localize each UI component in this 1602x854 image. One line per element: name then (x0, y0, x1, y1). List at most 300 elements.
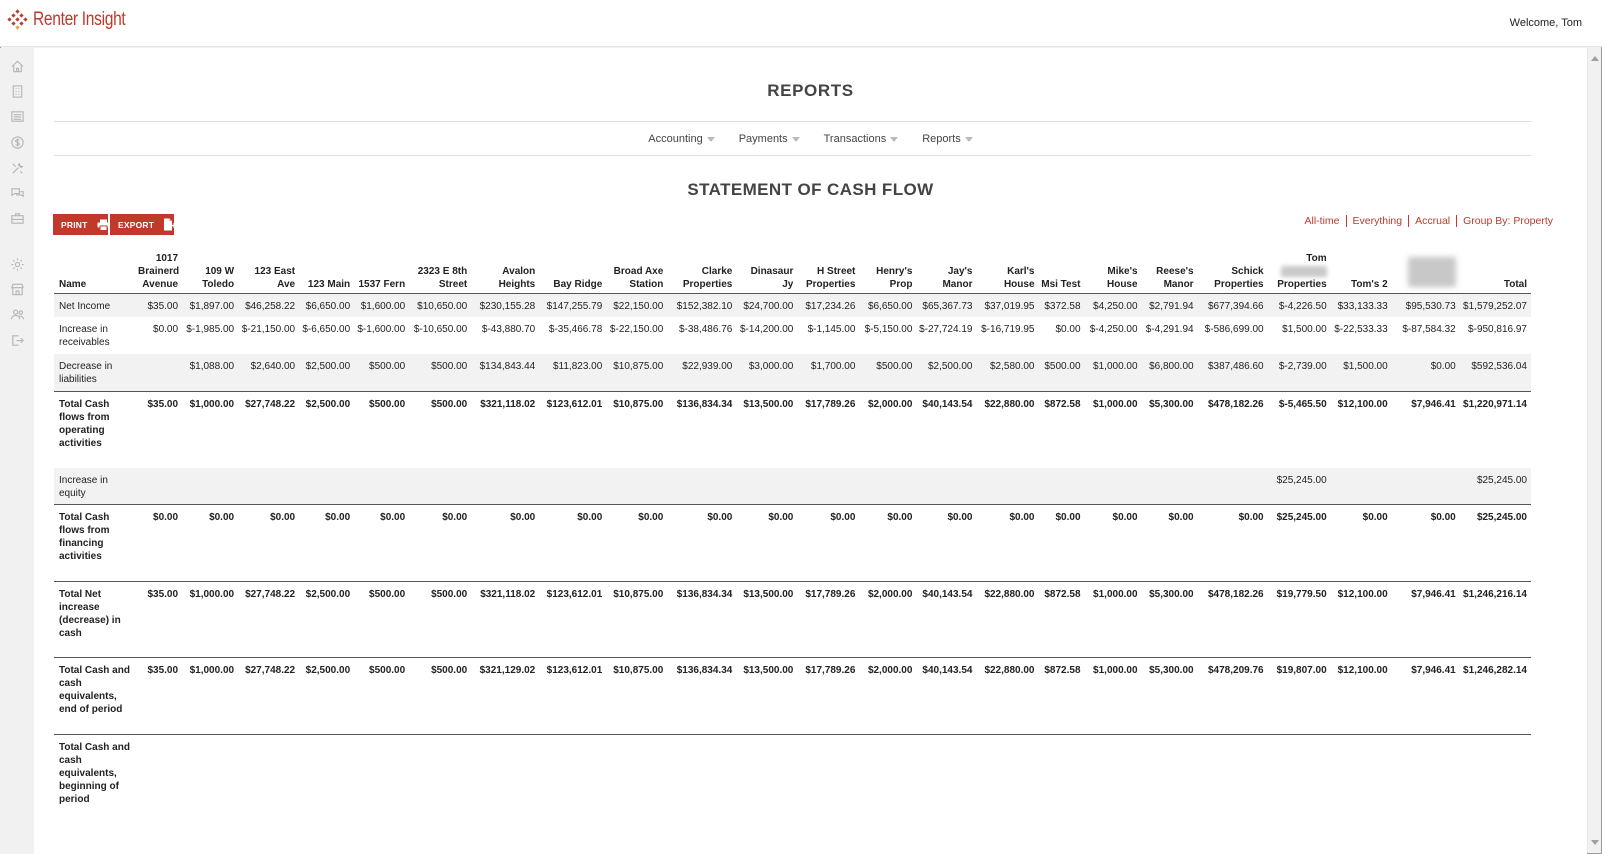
table-cell (667, 468, 736, 505)
table-cell: $-16,719.95 (981, 324, 1035, 335)
column-header: Schick Properties (1214, 266, 1264, 290)
table-cell (1085, 735, 1142, 811)
table-cell: $27,748.22 (245, 589, 296, 600)
table-cell (1331, 468, 1392, 505)
column-header: Jay's Manor (942, 266, 973, 290)
table-cell: $0.00 (380, 512, 406, 523)
table-cell: $0.00 (1055, 512, 1081, 523)
table-cell: $0.00 (270, 512, 296, 523)
table-cell: $872.58 (1044, 665, 1081, 676)
table-row (54, 354, 1531, 391)
home-icon[interactable] (9, 58, 25, 74)
report-filters (1298, 215, 1559, 227)
table-cell: $-2,739.00 (1278, 361, 1327, 372)
table-cell (1039, 735, 1085, 811)
table-cell (1392, 735, 1460, 811)
divider (54, 155, 1531, 156)
list-icon[interactable] (9, 108, 25, 124)
table-cell: $123,612.01 (546, 589, 603, 600)
table-cell: $1,246,216.14 (1463, 589, 1527, 600)
table-cell (916, 735, 976, 811)
nav-payments-label: Payments (738, 133, 788, 145)
table-cell: $-22,533.33 (1334, 324, 1388, 335)
table-cell: $3,000.00 (748, 361, 794, 372)
table-cell: $0.00 (1362, 512, 1388, 523)
table-cell (136, 468, 182, 505)
table-cell: $-950,816.97 (1468, 324, 1527, 335)
table-cell: $25,245.00 (1276, 512, 1327, 523)
table-cell: $40,143.54 (922, 589, 973, 600)
row-label: Total Net increase (decrease) in cash (59, 589, 121, 639)
table-row (54, 317, 1531, 354)
table-cell: $152,382.10 (676, 301, 733, 312)
table-cell: $12,100.00 (1337, 398, 1388, 410)
table-cell: $7,946.41 (1411, 665, 1456, 676)
table-cell: $12,100.00 (1337, 665, 1388, 676)
table-cell: $0.00 (325, 512, 351, 523)
column-header: Henry's Prop (876, 266, 913, 290)
logo-text: Renter Insight (33, 9, 126, 30)
settings-icon[interactable] (9, 256, 25, 272)
table-cell (1198, 468, 1268, 505)
table-cell: $500.00 (431, 589, 468, 600)
table-cell: $500.00 (431, 665, 468, 676)
column-header: Total (1503, 279, 1527, 290)
table-cell (238, 735, 299, 811)
table-cell (976, 468, 1038, 505)
table-cell: $500.00 (1044, 361, 1081, 372)
table-row (54, 391, 1531, 468)
chevron-down-icon (965, 137, 973, 142)
table-cell: $46,258.22 (245, 301, 296, 312)
table-cell (182, 735, 238, 811)
table-cell (736, 735, 797, 811)
column-header: Clarke Properties (682, 266, 733, 290)
table-cell: $500.00 (431, 398, 468, 410)
table-cell (916, 468, 976, 505)
table-cell: $10,650.00 (417, 301, 468, 312)
column-header: Karl's House (1003, 266, 1035, 290)
table-cell: $1,000.00 (189, 589, 235, 600)
table-cell: $1,220,971.14 (1463, 398, 1527, 410)
table-cell: $13,500.00 (743, 398, 794, 410)
column-header: Name (59, 279, 87, 290)
table-cell: $0.00 (1430, 361, 1456, 372)
table-cell: $17,789.26 (805, 589, 856, 600)
filter-basis[interactable]: Accrual (1408, 215, 1456, 227)
table-cell: $2,500.00 (927, 361, 973, 372)
table-cell: $1,897.00 (189, 301, 235, 312)
table-cell: $230,155.28 (479, 301, 536, 312)
divider (54, 121, 1531, 122)
export-button-label: EXPORT (118, 219, 155, 230)
print-button-label: PRINT (61, 219, 88, 230)
table-cell: $19,779.50 (1276, 589, 1327, 600)
table-cell (859, 468, 916, 505)
table-cell: $136,834.34 (676, 398, 733, 410)
table-cell: $-21,150.00 (241, 324, 296, 335)
table-cell (299, 468, 354, 505)
table-cell: $22,880.00 (984, 665, 1035, 676)
table-cell: $13,500.00 (743, 589, 794, 600)
table-cell: $-38,486.76 (678, 324, 733, 335)
table-cell: $-10,650.00 (413, 324, 468, 335)
table-cell (797, 468, 859, 505)
export-button[interactable] (110, 214, 174, 235)
table-cell: $33,133.33 (1337, 301, 1388, 312)
table-cell: $2,500.00 (305, 361, 351, 372)
nav-transactions[interactable] (824, 133, 899, 145)
table-cell: $0.00 (830, 512, 856, 523)
row-label: Total Cash flows from financing activities (59, 512, 110, 562)
table-cell: $136,834.34 (676, 589, 733, 600)
table-cell (409, 468, 471, 505)
nav-payments[interactable] (739, 133, 800, 145)
table-cell: $1,000.00 (1093, 589, 1138, 600)
table-cell: $35.00 (147, 589, 179, 600)
table-cell (976, 735, 1038, 811)
table-cell: $592,536.04 (1471, 361, 1527, 372)
table-cell: $387,486.60 (1208, 361, 1264, 372)
table-cell: $22,880.00 (984, 398, 1035, 410)
table-cell: $134,843.44 (479, 361, 536, 372)
table-cell: $2,640.00 (250, 361, 296, 372)
table-cell: $2,000.00 (867, 398, 913, 410)
table-cell: $478,182.26 (1208, 398, 1264, 410)
table-cell: $40,143.54 (922, 665, 973, 676)
logo-mark-icon (7, 9, 29, 31)
table-cell: $22,880.00 (984, 589, 1035, 600)
logo[interactable] (7, 9, 146, 31)
table-cell: $123,612.01 (546, 398, 603, 410)
table-cell: $6,650.00 (305, 301, 351, 312)
table-cell: $0.00 (947, 512, 973, 523)
table-cell (539, 468, 606, 505)
table-cell (299, 735, 354, 811)
table-row (54, 505, 1531, 582)
table-cell (409, 735, 471, 811)
table-cell: $0.00 (768, 512, 794, 523)
table-cell (471, 468, 539, 505)
table-cell: $-5,465.50 (1278, 398, 1327, 410)
table-cell: $872.58 (1044, 589, 1081, 600)
row-label: Increase in equity (59, 475, 108, 499)
redacted-text (1281, 266, 1327, 277)
filter-period[interactable]: All-time (1304, 215, 1340, 227)
table-cell (1392, 468, 1460, 505)
row-label: Net Income (59, 301, 111, 312)
table-cell: $-1,985.00 (186, 324, 235, 335)
scroll-down-icon[interactable] (1591, 840, 1599, 845)
filter-group-by[interactable]: Group By: Property (1456, 215, 1559, 227)
table-cell: $-5,150.00 (864, 324, 913, 335)
table-cell (1198, 735, 1268, 811)
table-cell (1142, 735, 1198, 811)
table-cell: $27,748.22 (245, 398, 296, 410)
column-header: Bay Ridge (553, 279, 603, 290)
table-cell: $19,807.00 (1276, 665, 1327, 676)
page-title: REPORTS (767, 81, 854, 100)
table-cell: $-14,200.00 (739, 324, 794, 335)
column-header: Dinasaur Jy (750, 266, 794, 290)
table-cell: $11,823.00 (552, 361, 603, 372)
table-cell: $10,875.00 (613, 398, 664, 410)
table-cell: $0.00 (1430, 512, 1456, 523)
briefcase-icon[interactable] (9, 210, 25, 226)
table-cell: $2,791.94 (1149, 301, 1194, 312)
table-cell (136, 735, 182, 811)
table-cell: $147,255.79 (546, 301, 603, 312)
table-cell (354, 468, 409, 505)
table-cell: $500.00 (876, 361, 913, 372)
main-content (34, 48, 1587, 854)
table-cell: $4,250.00 (1093, 301, 1138, 312)
table-cell: $17,234.26 (805, 301, 856, 312)
table-cell: $2,000.00 (867, 665, 913, 676)
column-header: 109 W Toledo (202, 266, 235, 290)
print-button[interactable] (53, 214, 108, 235)
chevron-down-icon (707, 137, 715, 142)
column-header: Msi Test (1041, 279, 1081, 290)
table-cell: $-22,150.00 (609, 324, 664, 335)
table-cell: $0.00 (1009, 512, 1035, 523)
table-cell: $6,800.00 (1149, 361, 1194, 372)
users-icon[interactable] (9, 306, 25, 322)
column-header (1392, 252, 1460, 294)
table-cell: $0.00 (1112, 512, 1138, 523)
table-cell: $12,100.00 (1337, 589, 1388, 600)
table-cell: $35.00 (147, 398, 179, 410)
table-cell: $1,088.00 (189, 361, 235, 372)
chevron-down-icon (890, 137, 898, 142)
nav-reports-label: Reports (922, 133, 961, 145)
filter-scope[interactable]: Everything (1346, 215, 1409, 227)
row-label: Increase in receivables (59, 324, 110, 348)
table-cell: $6,650.00 (867, 301, 913, 312)
table-cell: $-27,724.19 (919, 324, 973, 335)
table-cell: $17,789.26 (805, 398, 856, 410)
nav-transactions-label: Transactions (823, 133, 887, 145)
column-header: 1017 Brainerd Avenue (138, 253, 180, 290)
table-cell: $1,000.00 (1093, 398, 1138, 410)
table-cell: $37,019.95 (984, 301, 1035, 312)
table-cell: $1,000.00 (189, 665, 235, 676)
table-cell: $0.00 (442, 512, 468, 523)
table-cell (182, 468, 238, 505)
column-header: Mike's House (1106, 266, 1138, 290)
redacted-text (1408, 257, 1456, 287)
table-cell: $500.00 (369, 398, 406, 410)
table-cell: $1,500.00 (1282, 324, 1327, 335)
nav-accounting[interactable] (648, 133, 714, 145)
store-icon[interactable] (9, 281, 25, 297)
table-cell: $24,700.00 (743, 301, 794, 312)
table-cell: $10,875.00 (613, 589, 664, 600)
table-cell: $123,612.01 (546, 665, 603, 676)
table-cell: $500.00 (369, 589, 406, 600)
table-cell: $2,500.00 (305, 665, 351, 676)
row-label: Total Cash flows from operating activities (59, 398, 110, 449)
table-header-row (54, 252, 1531, 294)
table-cell: $-4,250.00 (1089, 324, 1138, 335)
table-cell: $7,946.41 (1411, 589, 1456, 600)
table-cell (736, 468, 797, 505)
table-cell: $0.00 (209, 512, 235, 523)
table-cell: $1,500.00 (1343, 361, 1388, 372)
table-row (54, 582, 1531, 658)
table-cell (1039, 468, 1085, 505)
table-cell: $2,580.00 (990, 361, 1035, 372)
table-cell: $-6,650.00 (302, 324, 351, 335)
column-header: 123 Main (307, 279, 351, 290)
table-cell (606, 735, 667, 811)
table-cell: $-4,291.94 (1145, 324, 1194, 335)
table-cell: $321,129.02 (479, 665, 536, 676)
row-label: Decrease in liabilities (59, 361, 113, 385)
table-cell: $0.00 (577, 512, 603, 523)
table-cell (471, 735, 539, 811)
table-row (54, 468, 1531, 505)
table-cell: $-87,584.32 (1402, 324, 1456, 335)
table-cell: $0.00 (153, 512, 179, 523)
logout-icon[interactable] (9, 332, 25, 348)
table-cell: $5,300.00 (1149, 589, 1194, 600)
chat-icon[interactable] (9, 185, 25, 201)
table-cell (354, 735, 409, 811)
table-cell: $27,748.22 (245, 665, 296, 676)
table-row (54, 658, 1531, 735)
column-header: Tom Properties (1277, 253, 1327, 290)
building-icon[interactable] (9, 83, 25, 99)
table-cell: $0.00 (1238, 512, 1264, 523)
column-header: Reese's Manor (1156, 266, 1194, 290)
printer-icon (97, 219, 110, 231)
table-cell: $35.00 (147, 665, 179, 676)
table-cell: $1,000.00 (1093, 665, 1138, 676)
table-cell: $1,700.00 (810, 361, 856, 372)
table-row (54, 294, 1531, 318)
table-cell: $2,500.00 (305, 398, 351, 410)
welcome-text: Welcome, Tom (1509, 17, 1582, 29)
column-header: H Street Properties (805, 266, 856, 290)
table-cell: $0.00 (638, 512, 664, 523)
table-cell: $-586,699.00 (1204, 324, 1264, 335)
column-header: 2323 E 8th Street (417, 266, 468, 290)
table-cell: $0.00 (153, 324, 179, 335)
table-cell: $872.58 (1044, 398, 1081, 410)
table-cell (1142, 468, 1198, 505)
table-cell: $500.00 (431, 361, 468, 372)
table-cell: $10,875.00 (613, 665, 664, 676)
column-header: Broad Axe Station (613, 266, 664, 290)
table-cell (1331, 735, 1392, 811)
table-cell: $5,300.00 (1149, 398, 1194, 410)
table-cell: $-1,600.00 (357, 324, 406, 335)
table-cell (606, 468, 667, 505)
table-cell: $0.00 (1168, 512, 1194, 523)
table-cell: $136,834.34 (676, 665, 733, 676)
table-cell (136, 354, 182, 391)
table-cell: $17,789.26 (805, 665, 856, 676)
report-nav (34, 133, 1587, 145)
scrollbar[interactable] (1587, 48, 1601, 853)
column-header: 1537 Fern (358, 279, 406, 290)
column-header: Tom's 2 (1351, 279, 1388, 290)
table-cell: $1,000.00 (1093, 361, 1138, 372)
table-cell: $1,246,282.14 (1463, 665, 1527, 676)
table-cell (859, 735, 916, 811)
table-cell: $-43,880.70 (481, 324, 536, 335)
table-cell (667, 735, 736, 811)
nav-accounting-label: Accounting (648, 133, 703, 145)
table-cell: $321,118.02 (480, 589, 536, 600)
table-cell (797, 735, 859, 811)
table-cell: $321,118.02 (480, 398, 536, 410)
table-cell: $0.00 (510, 512, 536, 523)
table-cell: $10,875.00 (613, 361, 664, 372)
table-cell: $500.00 (369, 361, 406, 372)
table-cell: $65,367.73 (922, 301, 973, 312)
table-cell: $0.00 (1055, 324, 1081, 335)
row-label: Total Cash and cash equivalents, beginning of period (59, 742, 130, 805)
table-cell: $1,600.00 (360, 301, 406, 312)
table-cell: $0.00 (887, 512, 913, 523)
table-cell: $-35,466.78 (548, 324, 603, 335)
table-cell: $25,245.00 (1476, 512, 1527, 523)
sidebar (0, 48, 34, 854)
table-cell (1085, 468, 1142, 505)
table-cell: $2,500.00 (305, 589, 351, 600)
table-cell (539, 735, 606, 811)
tools-icon[interactable] (9, 160, 25, 176)
table-cell: $25,245.00 (1276, 475, 1327, 486)
table-cell: $35.00 (147, 301, 179, 312)
scroll-up-icon[interactable] (1591, 56, 1599, 61)
top-bar (0, 0, 1602, 47)
table-cell: $478,182.26 (1208, 589, 1264, 600)
nav-reports[interactable] (922, 133, 973, 145)
column-header: Avalon Heights (498, 266, 536, 290)
table-cell (238, 468, 299, 505)
table-cell: $372.58 (1044, 301, 1081, 312)
table-cell: $1,579,252.07 (1463, 301, 1527, 312)
row-label: Total Cash and cash equivalents, end of period (59, 665, 130, 715)
table-cell: $500.00 (369, 665, 406, 676)
table-cell: $13,500.00 (743, 665, 794, 676)
table-row (54, 735, 1531, 811)
statement-title: STATEMENT OF CASH FLOW (687, 180, 934, 199)
table-cell: $5,300.00 (1149, 665, 1194, 676)
table-cell: $-1,145.00 (807, 324, 856, 335)
table-cell: $25,245.00 (1476, 475, 1527, 486)
table-cell: $95,530.73 (1405, 301, 1456, 312)
table-cell: $7,946.41 (1411, 398, 1456, 410)
table-cell: $22,939.00 (682, 361, 733, 372)
table-cell: $478,209.76 (1208, 665, 1264, 676)
column-header: 123 East Ave (254, 266, 296, 290)
table-cell (1268, 735, 1331, 811)
cash-flow-table (54, 252, 1531, 810)
table-cell: $677,394.66 (1208, 301, 1264, 312)
table-cell: $1,000.00 (189, 398, 235, 410)
table-cell: $40,143.54 (922, 398, 973, 410)
chevron-down-icon (792, 137, 800, 142)
table-cell: $2,000.00 (867, 589, 913, 600)
table-cell: $-4,226.50 (1278, 301, 1327, 312)
dollar-icon[interactable] (9, 134, 25, 150)
export-file-icon (163, 218, 176, 231)
table-cell (1460, 735, 1531, 811)
